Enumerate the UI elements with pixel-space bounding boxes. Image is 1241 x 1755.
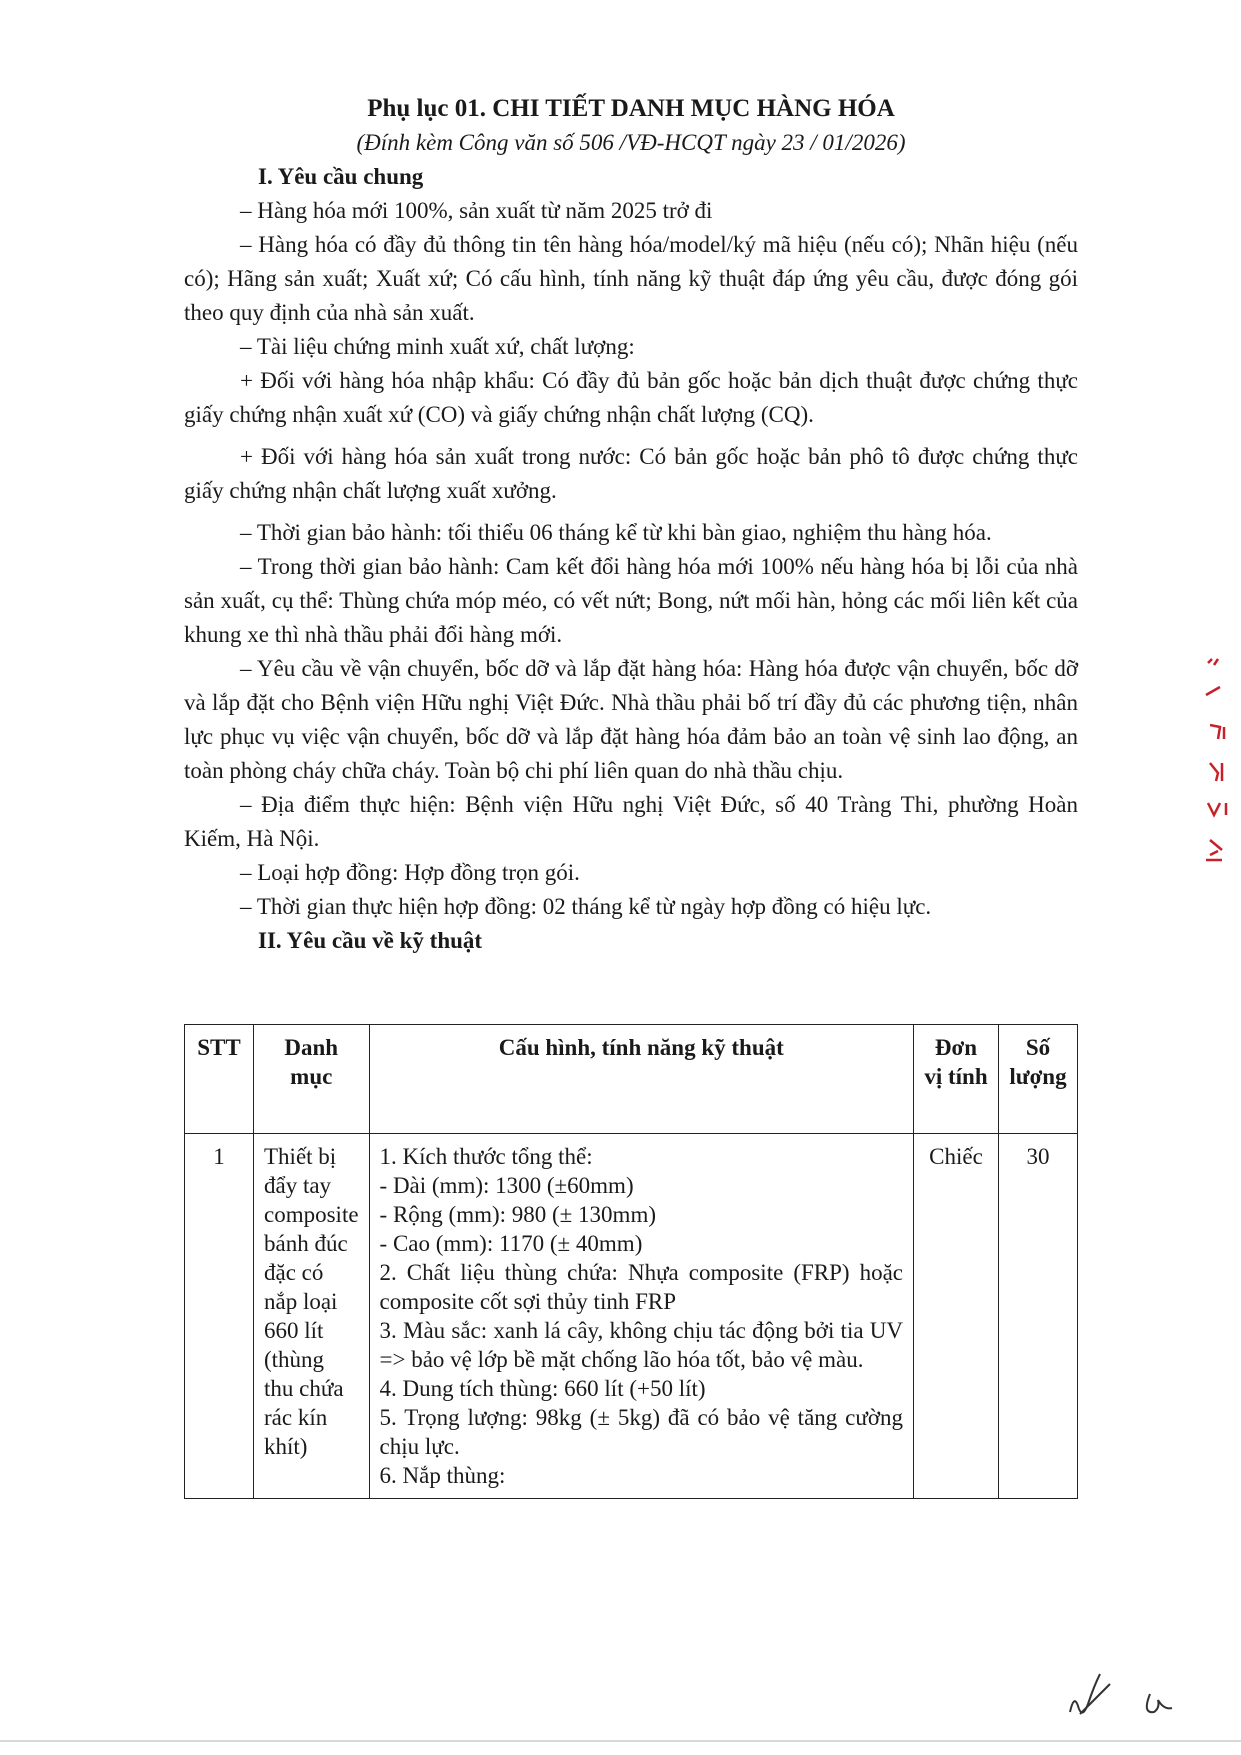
cell-specs (369, 1134, 913, 1499)
section-heading-general: I. Yêu cầu chung (258, 164, 424, 189)
spec-line: 1. Kích thước tổng thể: (379, 1144, 593, 1169)
paragraph: – Tài liệu chứng minh xuất xứ, chất lượng: (240, 334, 635, 359)
paragraph: – Địa điểm thực hiện: Bệnh viện Hữu nghị Việt Đức, số 40 Tràng Thi, phường Hoàn Kiếm, Hà Nội. (184, 792, 1078, 851)
paragraph: – Loại hợp đồng: Hợp đồng trọn gói. (240, 860, 580, 885)
paragraph: – Hàng hóa mới 100%, sản xuất từ năm 2025 trở đi (240, 198, 713, 223)
paragraph: – Thời gian thực hiện hợp đồng: 02 tháng kể từ ngày hợp đồng có hiệu lực. (240, 894, 932, 919)
paragraph: – Trong thời gian bảo hành: Cam kết đổi hàng hóa mới 100% nếu hàng hóa bị lỗi của nhà sản xuất, cụ thể: Thùng chứa móp méo, có vết nứt; Bong, nứt mối hàn, hỏng các mối liên kết của khung xe thì nhà thầu phải đổi hàng mới. (184, 554, 1078, 647)
column-header-qty: Số lượng (999, 1025, 1078, 1134)
paragraph: – Yêu cầu về vận chuyển, bốc dỡ và lắp đặt hàng hóa: Hàng hóa được vận chuyển, bốc dỡ và lắp đặt cho Bệnh viện Hữu nghị Việt Đức. Nhà thầu phải bố trí đầy đủ các phương tiện, nhân lực phục vụ việc vận chuyển, bốc dỡ và lắp đặt hàng hóa đảm bảo an toàn vệ sinh lao động, an toàn phòng cháy chữa cháy. Toàn bộ chi phí liên quan do nhà thầu chịu. (184, 656, 1078, 783)
paragraph: + Đối với hàng hóa sản xuất trong nước: Có bản gốc hoặc bản phô tô được chứng thực giấy chứng nhận chất lượng xuất xưởng. (184, 444, 1078, 503)
partial-stamp-mark (1200, 655, 1241, 865)
spec-line: - Cao (mm): 1170 (± 40mm) (379, 1231, 643, 1256)
cell-qty: 30 (999, 1134, 1078, 1499)
table-row (185, 1134, 1078, 1499)
spec-line: - Rộng (mm): 980 (± 130mm) (379, 1202, 656, 1227)
technical-spec-table (184, 1024, 1078, 1499)
table-header-row (185, 1025, 1078, 1134)
paragraph: – Hàng hóa có đầy đủ thông tin tên hàng hóa/model/ký mã hiệu (nếu có); Nhãn hiệu (nếu có); Hãng sản xuất; Xuất xứ; Có cấu hình, tính năng kỹ thuật đáp ứng yêu cầu, được đóng gói theo quy định của nhà sản xuất. (184, 232, 1078, 325)
paragraph: + Đối với hàng hóa nhập khẩu: Có đầy đủ bản gốc hoặc bản dịch thuật được chứng thực giấy chứng nhận xuất xứ (CO) và giấy chứng nhận chất lượng (CQ). (184, 368, 1078, 427)
spec-line: 6. Nắp thùng: (379, 1463, 506, 1488)
cell-item: Thiết bị đẩy tay composite bánh đúc đặc có nắp loại 660 lít (thùng thu chứa rác kín khít) (254, 1134, 370, 1499)
paragraph: – Thời gian bảo hành: tối thiểu 06 tháng kể từ khi bàn giao, nghiệm thu hàng hóa. (240, 520, 992, 545)
spec-line: 3. Màu sắc: xanh lá cây, không chịu tác động bởi tia UV => bảo vệ lớp bề mặt chống lão hóa tốt, bảo vệ màu. (379, 1318, 903, 1372)
column-header-unit: Đơn vị tính (914, 1025, 999, 1134)
document-subtitle: (Đính kèm Công văn số 506 /VĐ-HCQT ngày 23 / 01/2026) (356, 130, 906, 155)
column-header-specs: Cấu hình, tính năng kỹ thuật (369, 1025, 913, 1134)
column-header-item: Danh mục (254, 1025, 370, 1134)
handwritten-initials (1060, 1672, 1210, 1732)
document-body (184, 92, 1078, 958)
document-title: Phụ lục 01. CHI TIẾT DANH MỤC HÀNG HÓA (367, 95, 895, 122)
spec-line: - Dài (mm): 1300 (±60mm) (379, 1173, 634, 1198)
spec-line: 2. Chất liệu thùng chứa: Nhựa composite (FRP) hoặc composite cốt sợi thủy tinh FRP (379, 1260, 903, 1314)
section-heading-technical: II. Yêu cầu về kỹ thuật (258, 928, 483, 953)
spec-line: 5. Trọng lượng: 98kg (± 5kg) đã có bảo vệ tăng cường chịu lực. (379, 1405, 903, 1459)
scan-bottom-edge (0, 1740, 1241, 1742)
cell-unit: Chiếc (914, 1134, 999, 1499)
column-header-stt: STT (185, 1025, 254, 1134)
cell-stt: 1 (185, 1134, 254, 1499)
spec-line: 4. Dung tích thùng: 660 lít (+50 lít) (379, 1376, 706, 1401)
